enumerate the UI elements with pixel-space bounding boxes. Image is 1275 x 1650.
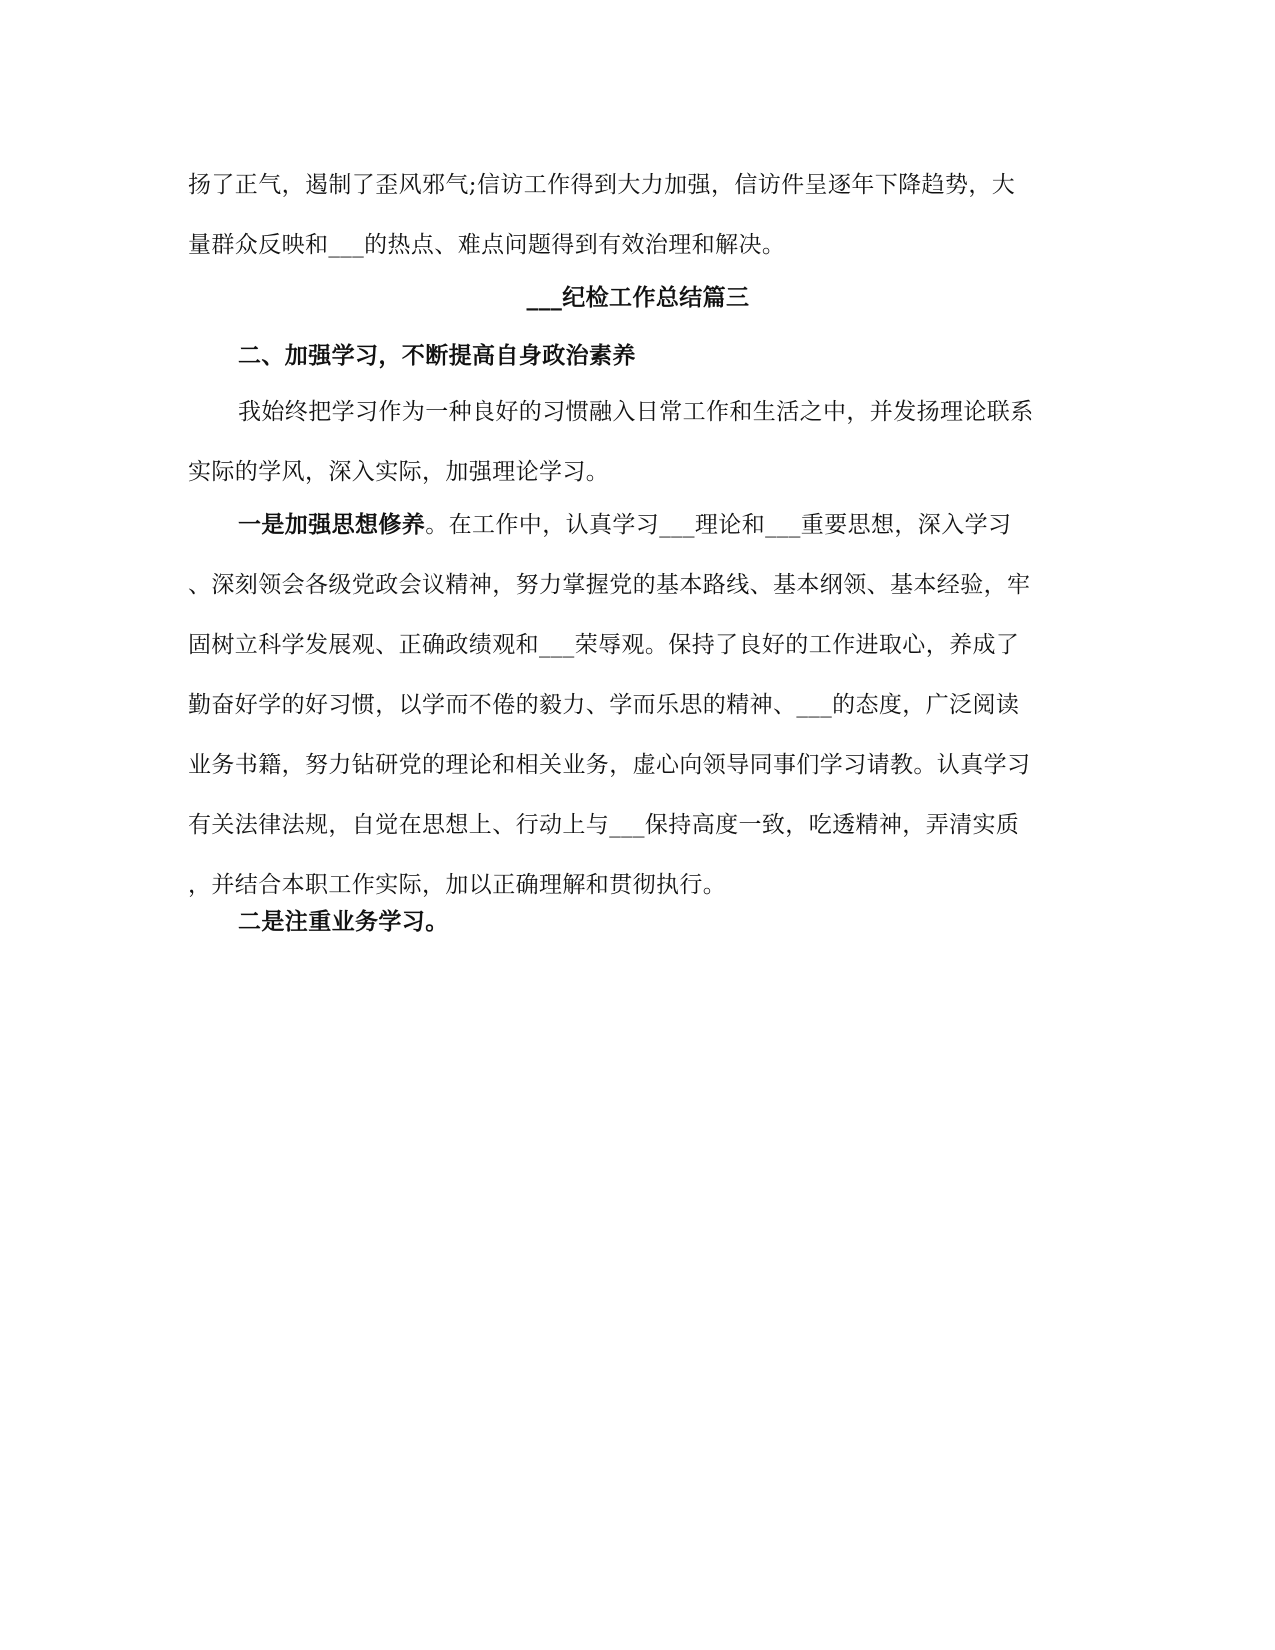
section-title: ___纪检工作总结篇三: [526, 284, 750, 311]
heading-2-block: [188, 326, 1088, 386]
paragraph-2: [188, 495, 1088, 915]
section-heading: 二、加强学习，不断提高自身政治素养: [238, 342, 636, 369]
para2-line-5: 业务书籍，努力钻研党的理论和相关业务，虚心向领导同事们学习请教。认真学习: [188, 752, 1031, 778]
para2-first-rest: 。在工作中，认真学习___理论和___重要思想，深入学习: [425, 512, 1012, 538]
paragraph-3: [188, 892, 1088, 952]
intro-line-1: 扬了正气，遏制了歪风邪气;信访工作得到大力加强，信访件呈逐年下降趋势，大: [188, 172, 1016, 198]
para2-line-2: 、深刻领会各级党政会议精神，努力掌握党的基本路线、基本纲领、基本经验，牢: [188, 572, 1031, 598]
para3-lead: 二是注重业务学习。: [238, 908, 449, 935]
para2-line-1: [188, 495, 1088, 555]
para1-line-2: 实际的学风，深入实际，加强理论学习。: [188, 459, 610, 485]
para1-line-1: 我始终把学习作为一种良好的习惯融入日常工作和生活之中，并发扬理论联系: [238, 399, 1034, 425]
para2-line-6: 有关法律法规，自觉在思想上、行动上与___保持高度一致，吃透精神，弄清实质: [188, 812, 1020, 838]
intro-paragraph: [188, 155, 1088, 275]
para2-line-4: 勤奋好学的好习惯，以学而不倦的毅力、学而乐思的精神、___的态度，广泛阅读: [188, 692, 1020, 718]
intro-line-2: 量群众反映和___的热点、难点问题得到有效治理和解决。: [188, 232, 786, 258]
para2-lead: 一是加强思想修养: [238, 511, 426, 538]
para2-line-7: ，并结合本职工作实际，加以正确理解和贯彻执行。: [188, 872, 727, 898]
paragraph-1: [188, 382, 1088, 502]
para2-line-3: 固树立科学发展观、正确政绩观和___荣辱观。保持了良好的工作进取心，养成了: [188, 632, 1020, 658]
